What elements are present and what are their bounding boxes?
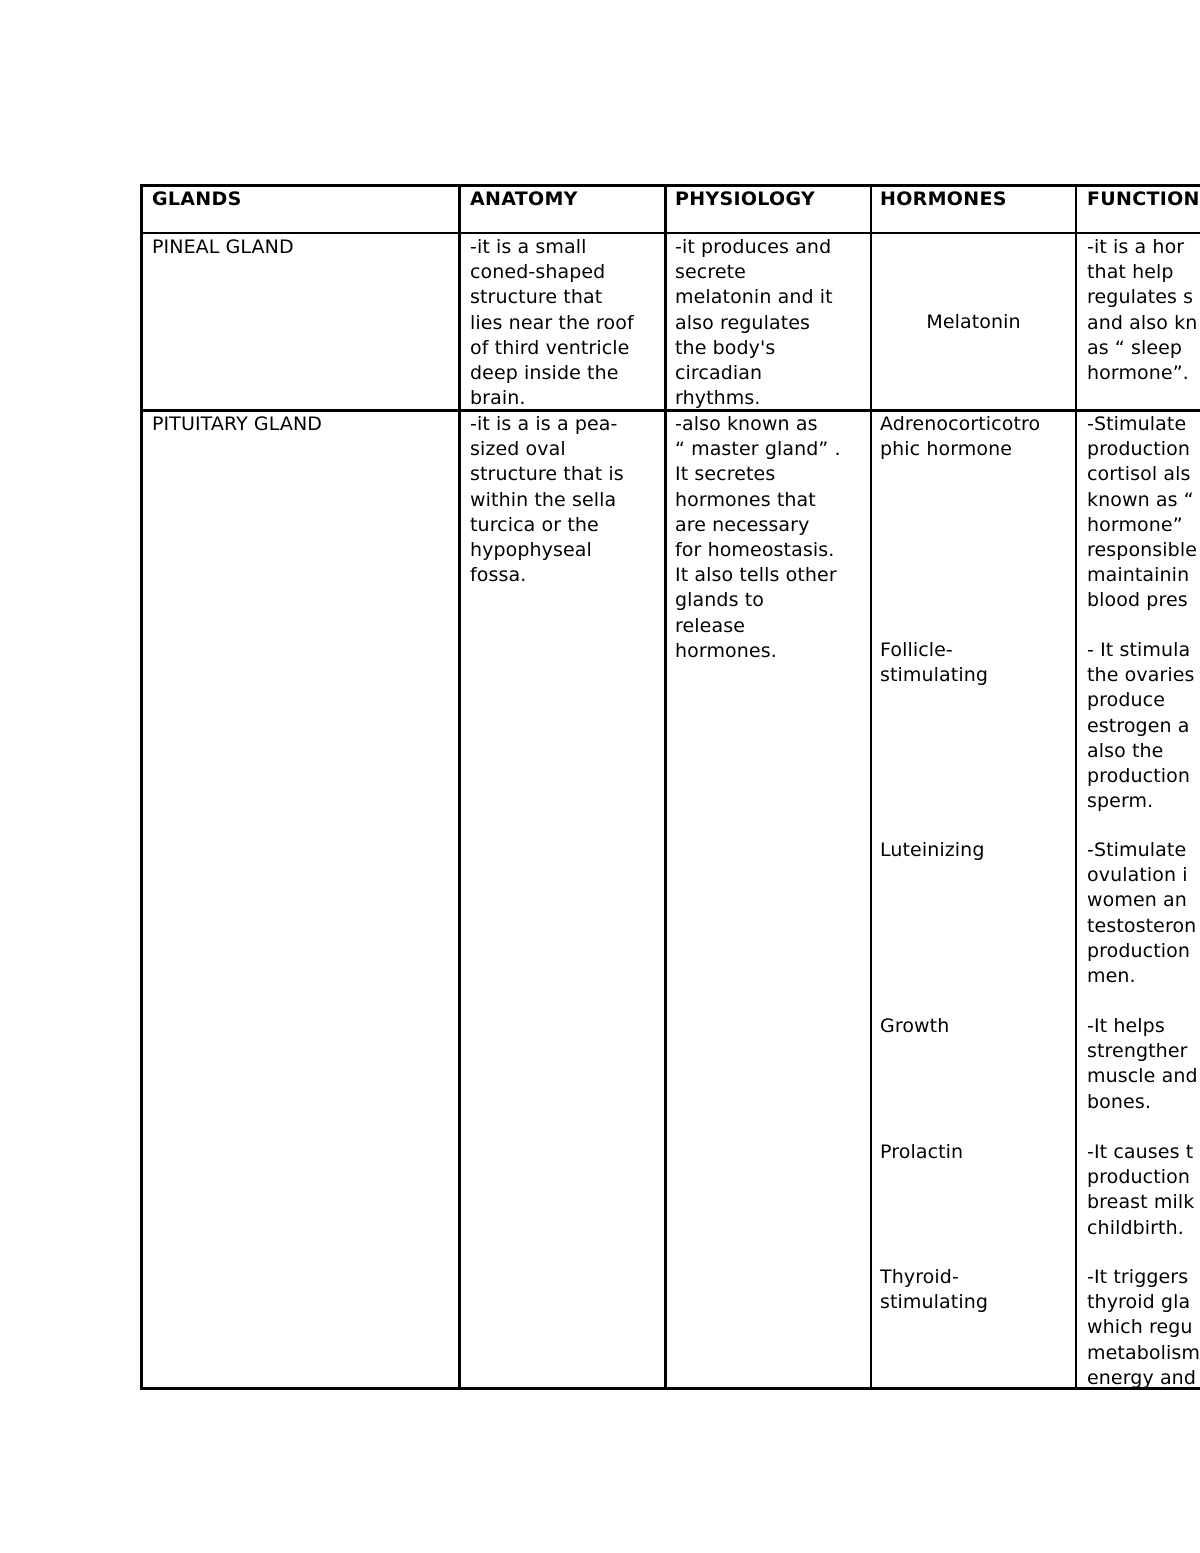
gland-table bbox=[140, 184, 1200, 1390]
pituitary-gland-name: PITUITARY GLAND bbox=[152, 413, 323, 435]
hormone-function: - It stimula the ovaries produce estrogen a also the production sperm. bbox=[1087, 639, 1195, 813]
pineal-gland-name: PINEAL GLAND bbox=[152, 236, 294, 258]
column-divider bbox=[664, 187, 667, 1387]
hormone-function: -It causes t production breast milk childbirth. bbox=[1087, 1141, 1195, 1239]
pineal-hormone: Melatonin bbox=[926, 311, 1021, 333]
hormone-name: Growth bbox=[880, 1015, 950, 1037]
header-hormones: HORMONES bbox=[880, 188, 1007, 210]
hormone-name: Adrenocorticotro phic hormone bbox=[880, 413, 1041, 461]
hormone-function: -It triggers thyroid gla which regu metabolism energy and bbox=[1087, 1266, 1200, 1389]
header-function: FUNCTION bbox=[1087, 188, 1200, 210]
hormone-name: Luteinizing bbox=[880, 839, 985, 861]
pineal-function: -it is a hor that help regulates s and also kn as “ sleep hormone”. bbox=[1087, 236, 1198, 385]
pineal-anatomy: -it is a small coned-shaped structure that lies near the roof of third ventricle deep inside the brain. bbox=[470, 236, 634, 410]
pituitary-anatomy: -it is a is a pea- sized oval structure that is within the sella turcica or the hypophyseal fossa. bbox=[470, 413, 624, 587]
hormone-name: Thyroid- stimulating bbox=[880, 1266, 989, 1314]
header-anatomy: ANATOMY bbox=[470, 188, 578, 210]
header-glands: GLANDS bbox=[152, 188, 242, 210]
hormone-name: Prolactin bbox=[880, 1141, 964, 1163]
column-divider bbox=[1075, 187, 1077, 1387]
pineal-physiology: -it produces and secrete melatonin and it also regulates the body's circadian rhythms. bbox=[675, 236, 833, 410]
header-divider bbox=[143, 232, 1200, 234]
hormone-function: -Stimulate ovulation i women an testosteron production men. bbox=[1087, 839, 1197, 988]
column-divider bbox=[458, 187, 461, 1387]
hormone-function: -It helps strengther muscle and bones. bbox=[1087, 1015, 1198, 1113]
hormone-name: Follicle- stimulating bbox=[880, 639, 989, 687]
column-divider bbox=[870, 187, 872, 1387]
header-physiology: PHYSIOLOGY bbox=[675, 188, 816, 210]
pituitary-physiology: -also known as “ master gland” . It secretes hormones that are necessary for homeostasis. It also tells other glands to release hormones. bbox=[675, 413, 841, 662]
hormone-function: -Stimulate production cortisol als known as “ hormone” responsible maintainin blood pres bbox=[1087, 413, 1198, 612]
